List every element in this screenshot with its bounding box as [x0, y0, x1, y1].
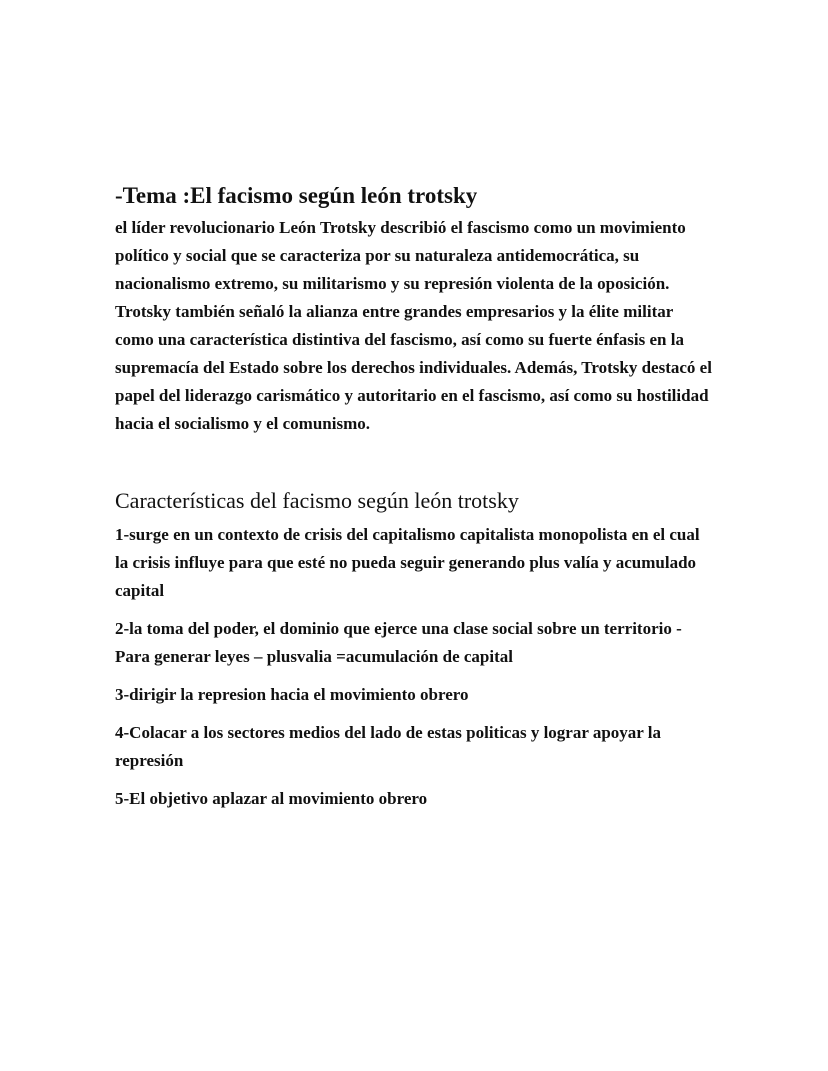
section-title: Características del facismo según león trotsky: [115, 488, 519, 513]
document-content: [115, 181, 715, 823]
intro-paragraph: el líder revolucionario León Trotsky describió el fascismo como un movimiento político y social que se caracteriza por su naturaleza antidemocrática, su nacionalismo extremo, su militarismo y su represión violenta de la oposición. Trotsky también señaló la alianza entre grandes empresarios y la élite militar como una característica distintiva del fascismo, así como su fuerte énfasis en la supremacía del Estado sobre los derechos individuales. Además, Trotsky destacó el papel del liderazgo carismático y autoritario en el fascismo, así como su hostilidad hacia el socialismo y el comunismo.: [115, 218, 712, 433]
characteristic-item-4: 4-Colacar a los sectores medios del lado de estas politicas y lograr apoyar la represión: [115, 723, 662, 770]
characteristic-item-5: 5-El objetivo aplazar al movimiento obrero: [115, 789, 428, 808]
characteristic-item-1: 1-surge en un contexto de crisis del capitalismo capitalista monopolista en el cual la crisis influye para que esté no pueda seguir generando plus valía y acumulado capital: [115, 525, 700, 600]
document-title: -Tema :El facismo según león trotsky: [115, 183, 478, 208]
characteristic-item-2: 2-la toma del poder, el dominio que ejerce una clase social sobre un territorio -Para generar leyes – plusvalia =acumulación de capital: [115, 619, 682, 666]
characteristic-item-3: 3-dirigir la represion hacia el movimiento obrero: [115, 685, 469, 704]
